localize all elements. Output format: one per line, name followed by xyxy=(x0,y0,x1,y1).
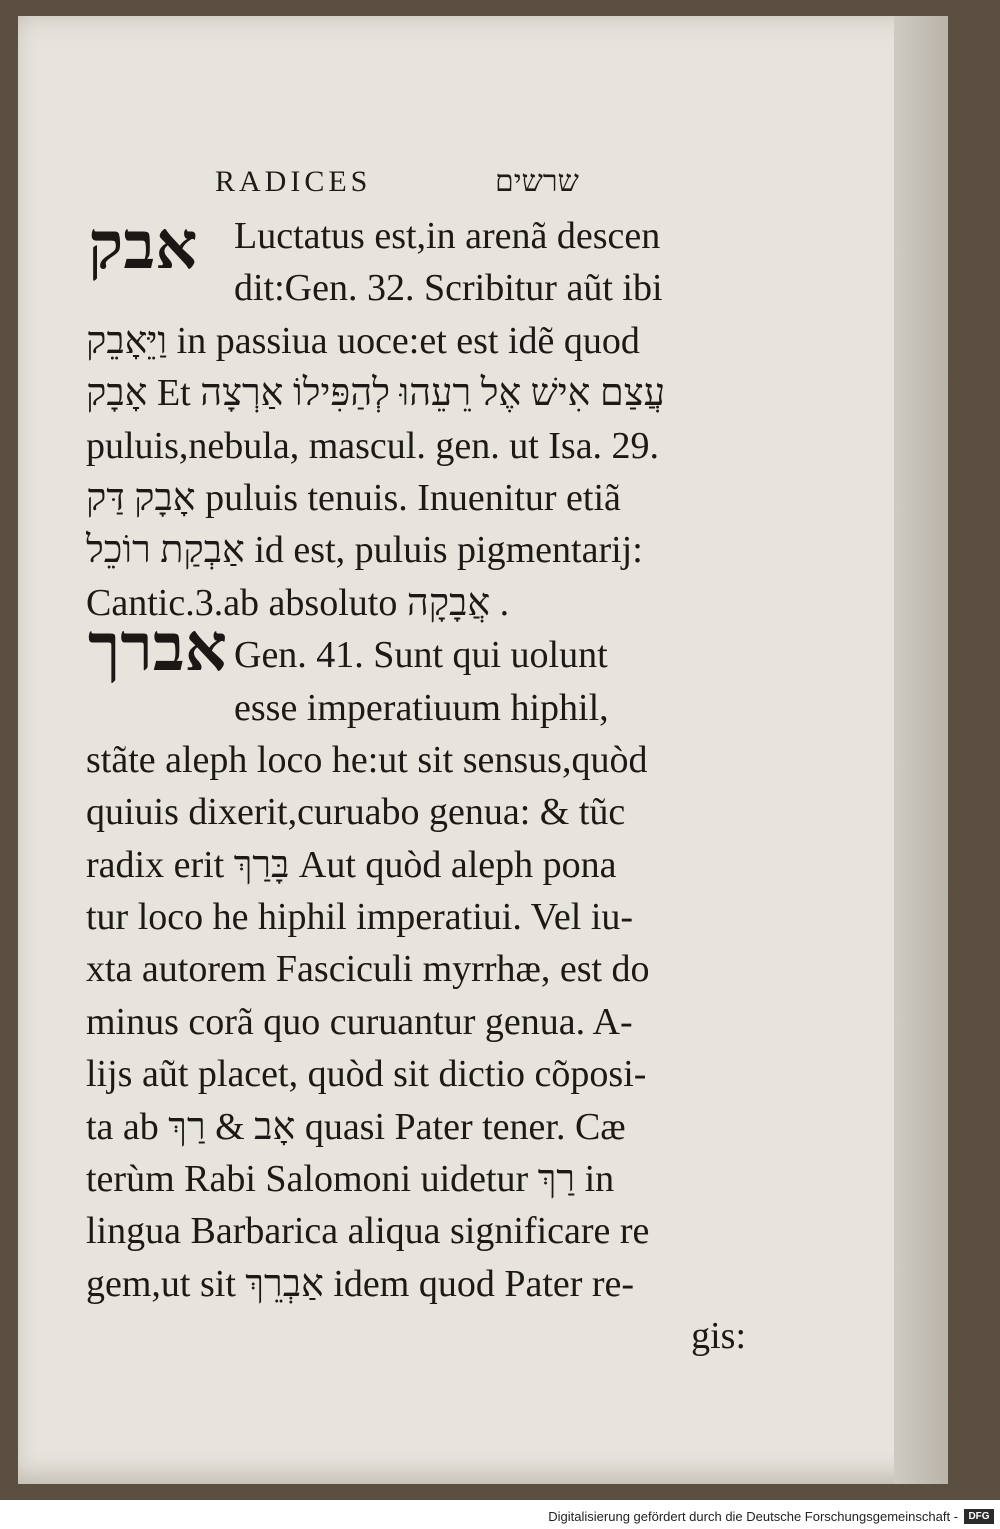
text-line: Luctatus est,in arenã descen xyxy=(234,215,661,257)
text-line: terùm Rabi Salomoni uidetur רַךְ in xyxy=(86,1158,615,1201)
body-text xyxy=(86,206,746,1363)
text-line: וַיֵּאָבֵק in passiua uoce:et est idẽ quod xyxy=(86,319,640,362)
text-line: puluis,nebula, mascul. gen. ut Isa. 29. xyxy=(86,424,660,467)
dfg-logo: DFG xyxy=(964,1509,994,1524)
drop-cap-avrech: אברך xyxy=(88,608,228,686)
text-line: אַבְקַת רוֹכֵל id est, puluis pigmentarij: xyxy=(86,529,643,572)
text-line: dit:Gen. 32. Scribitur aũt ibi xyxy=(234,267,663,310)
text-line: lingua Barbarica aliqua significare re xyxy=(86,1210,650,1253)
text-line: gem,ut sit אַבְרֵךְ idem quod Pater re- xyxy=(86,1262,635,1305)
digitization-footer xyxy=(0,1505,1000,1529)
footer-credit: Digitalisierung gefördert durch die Deutsche Forschungsgemeinschaft - xyxy=(548,1509,958,1524)
text-line: Cantic.3.ab absoluto אֲבָקָה . xyxy=(86,581,510,624)
text-line-catchword: gis: xyxy=(691,1315,746,1358)
header-latin: RADICES xyxy=(215,165,372,198)
text-line: xta autorem Fasciculi myrrhæ, est do xyxy=(86,948,650,991)
text-line: lijs aũt placet, quòd sit dictio cõposi- xyxy=(86,1053,647,1096)
text-line: stãte aleph loco he:ut sit sensus,quòd xyxy=(86,738,648,781)
header-hebrew: שרשים xyxy=(495,165,579,198)
page-edge xyxy=(894,16,948,1484)
text-line: esse imperatiuum hiphil, xyxy=(234,686,609,729)
text-line: minus corã quo curuantur genua. A- xyxy=(86,1000,633,1043)
text-line: quiuis dixerit,curuabo genua: & tũc xyxy=(86,791,626,834)
drop-cap-avak: אבק xyxy=(88,206,198,284)
text-line: אָבָק Et עֲצַם אִישׁ אֶל רֵעֵהוּ לְהַפִּילוֹ אַרְצָה xyxy=(86,372,666,415)
text-line: אָבָק דַּק puluis tenuis. Inuenitur etiã xyxy=(86,476,621,519)
text-line: ta ab אָב & רַךְ quasi Pater tener. Cæ xyxy=(86,1105,626,1148)
text-line: radix erit בָּרַךְ Aut quòd aleph pona xyxy=(86,843,617,886)
running-header xyxy=(215,165,605,199)
text-line: Gen. 41. Sunt qui uolunt xyxy=(234,634,608,677)
text-line: tur loco he hiphil imperatiui. Vel iu- xyxy=(86,896,634,939)
